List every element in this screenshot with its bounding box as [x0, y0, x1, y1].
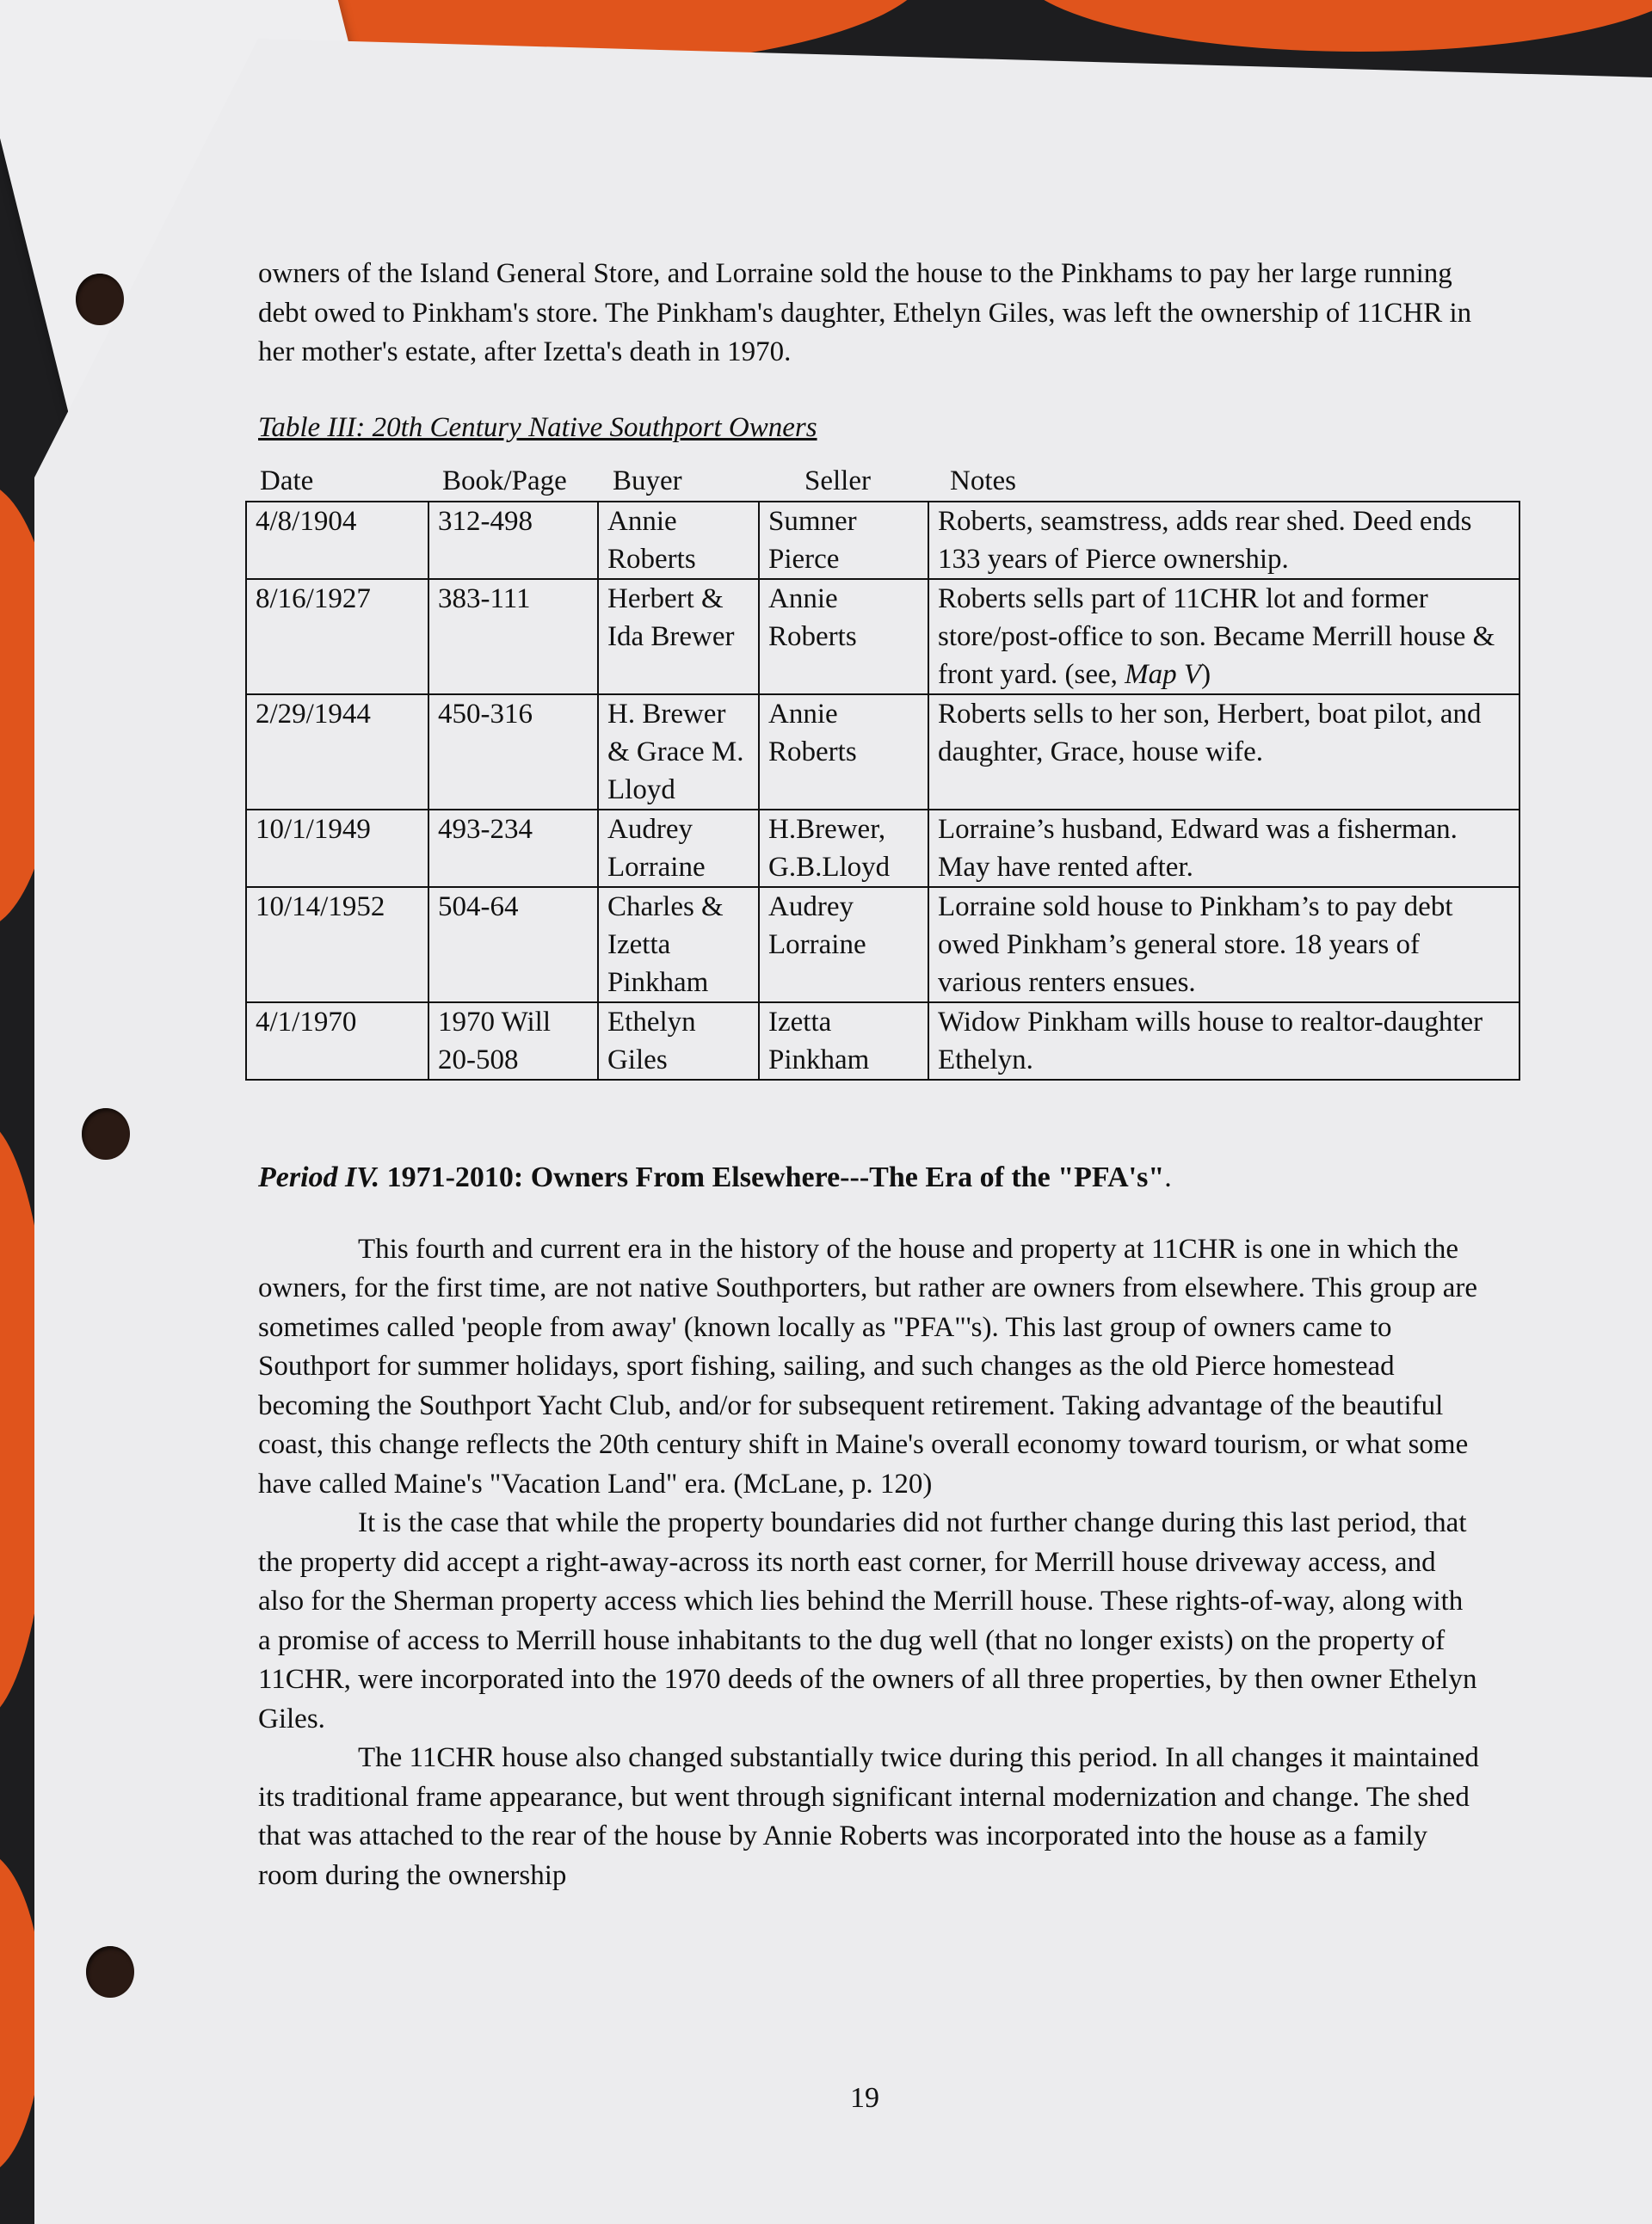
table-row — [246, 887, 1519, 1002]
notes-text: Roberts sells part of 11CHR lot and former store/post-office to son. Became Merrill house & front yard. (see, — [938, 583, 1495, 690]
map-reference: Map V — [1125, 659, 1202, 690]
paragraph: This fourth and current era in the history of the house and property at 11CHR is one in which the owners, for the first time, are not native Southporters, but rather are owners from elsewhere. This group are sometimes called 'people from away' (known locally as "PFA"'s). This last group of owners came to Southport for summer holidays, sport fishing, sailing, and such changes as the old Pierce homestead becoming the Southport Yacht Club, and/or for subsequent retirement. Taking advantage of the beautiful coast, this change reflects the 20th century shift in Maine's overall economy toward tourism, or what some have called Maine's "Vacation Land" era. (McLane, p. 120) — [258, 1233, 1478, 1500]
binder-hole — [82, 1108, 130, 1160]
cell-notes: Roberts sells to her son, Herbert, boat pilot, and daughter, Grace, house wife. — [928, 694, 1519, 810]
cell-seller: Audrey Lorraine — [759, 887, 928, 1002]
header-book-page: Book/Page — [442, 465, 567, 496]
header-seller: Seller — [804, 465, 871, 496]
cell-notes: Lorraine’s husband, Edward was a fisherman. May have rented after. — [928, 810, 1519, 887]
intro-paragraph: owners of the Island General Store, and Lorraine sold the house to the Pinkhams to pay her large running debt owed to Pinkham's store. The Pinkham's daughter, Ethelyn Giles, was left the ownership of 11CHR in her mother's estate, after Izetta's death in 1970. — [258, 258, 1472, 367]
cell-date: 10/1/1949 — [246, 810, 428, 887]
header-buyer: Buyer — [613, 465, 682, 496]
header-date: Date — [260, 465, 314, 496]
cell-book-page: 493-234 — [428, 810, 598, 887]
table-row — [246, 1002, 1519, 1080]
cell-notes: Lorraine sold house to Pinkham’s to pay debt owed Pinkham’s general store. 18 years of various renters ensues. — [928, 887, 1519, 1002]
cell-date: 8/16/1927 — [246, 579, 428, 694]
table-header-row — [258, 461, 1480, 501]
table-row — [246, 502, 1519, 579]
section-title: 1971-2010: Owners From Elsewhere---The Era of the "PFA's" — [379, 1161, 1165, 1193]
cell-seller: Annie Roberts — [759, 579, 928, 694]
cell-buyer: Ethelyn Giles — [598, 1002, 759, 1080]
paragraph: The 11CHR house also changed substantially twice during this period. In all changes it maintained its traditional frame appearance, but went through significant internal modernization and change. The shed that was attached to the rear of the house by Annie Roberts was incorporated into the house as a family room during the ownership — [258, 1742, 1479, 1891]
binder-hole — [86, 1946, 134, 1998]
cell-buyer: Annie Roberts — [598, 502, 759, 579]
cell-book-page: 450-316 — [428, 694, 598, 810]
cell-date: 2/29/1944 — [246, 694, 428, 810]
cell-buyer: Herbert & Ida Brewer — [598, 579, 759, 694]
binder-hole — [76, 274, 124, 325]
cell-book-page: 312-498 — [428, 502, 598, 579]
background-cloth-orange — [1015, 0, 1652, 52]
paragraph: It is the case that while the property boundaries did not further change during this last period, that the property did accept a right-away-across its north east corner, for Merrill house driveway access, and also for the Sherman property access which lies behind the Merrill house. These rights-of-way, along with a promise of access to Merrill house inhabitants to the dug well (that no longer exists) on the property of 11CHR, were incorporated into the 1970 deeds of the owners of all three properties, by then owner Ethelyn Giles. — [258, 1507, 1477, 1734]
table-row — [246, 694, 1519, 810]
page-number: 19 — [850, 2082, 879, 2114]
cell-buyer: H. Brewer & Grace M. Lloyd — [598, 694, 759, 810]
cell-buyer: Audrey Lorraine — [598, 810, 759, 887]
cell-date: 10/14/1952 — [246, 887, 428, 1002]
table-caption: Table III: 20th Century Native Southport Owners — [258, 411, 817, 443]
cell-buyer: Charles & Izetta Pinkham — [598, 887, 759, 1002]
cell-book-page: 504-64 — [428, 887, 598, 1002]
section-heading — [258, 1158, 1480, 1198]
cell-notes: Roberts, seamstress, adds rear shed. Deed ends 133 years of Pierce ownership. — [928, 502, 1519, 579]
table-row — [246, 810, 1519, 887]
notes-text-end: ) — [1201, 659, 1211, 690]
cell-date: 4/1/1970 — [246, 1002, 428, 1080]
cell-seller: Izetta Pinkham — [759, 1002, 928, 1080]
cell-date: 4/8/1904 — [246, 502, 428, 579]
cell-notes: Widow Pinkham wills house to realtor-daughter Ethelyn. — [928, 1002, 1519, 1080]
section-title-end: . — [1164, 1161, 1172, 1193]
cell-seller: Sumner Pierce — [759, 502, 928, 579]
table-row — [246, 579, 1519, 694]
cell-book-page: 383-111 — [428, 579, 598, 694]
cell-notes — [928, 579, 1519, 694]
header-notes: Notes — [950, 465, 1016, 496]
cell-seller: H.Brewer, G.B.Lloyd — [759, 810, 928, 887]
period-label: Period IV. — [258, 1161, 380, 1193]
owners-table — [245, 501, 1520, 1081]
cell-book-page: 1970 Will 20-508 — [428, 1002, 598, 1080]
cell-seller: Annie Roberts — [759, 694, 928, 810]
page-text — [256, 255, 1495, 1895]
